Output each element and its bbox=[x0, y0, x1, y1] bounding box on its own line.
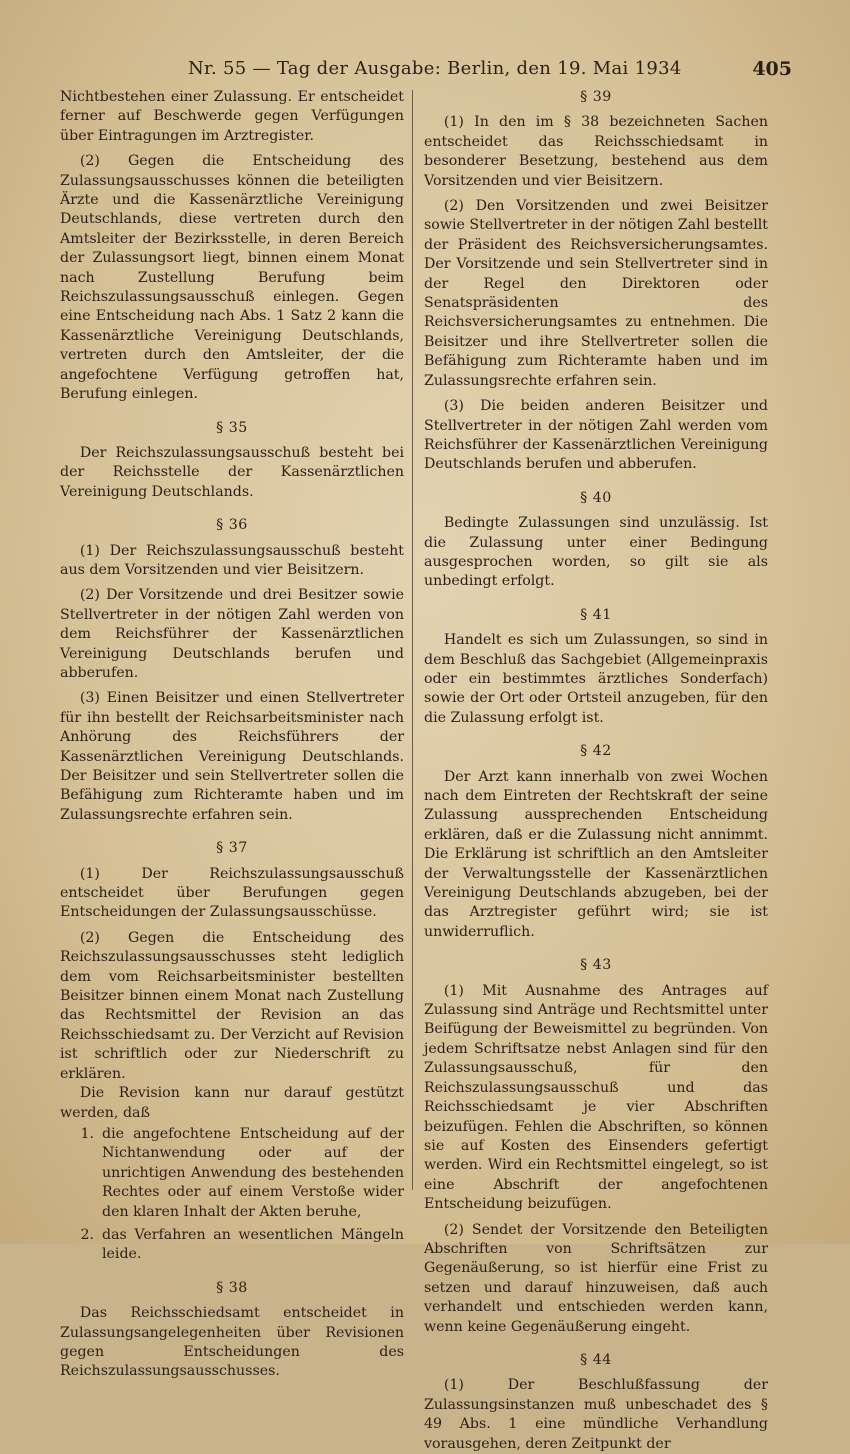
paragraph-41: Handelt es sich um Zulassungen, so sind in dem Beschluß das Sachgebiet (Allgemeinpraxis oder ein bestimmtes ärztliches Sonderfach) sowie der Ort oder Ortsteil anzugeben, für den die Zulassung erfolgt ist. bbox=[424, 632, 768, 726]
paragraph-36-3: (3) Einen Beisitzer und einen Stellvertreter für ihn bestellt der Reichsarbeitsminister nach Anhörung des Reichsführers der Kassenärztlichen Vereinigung Deutschlands. Der Beisitzer und sein Stellvertreter sollen die Befähigung zum Richteramte haben und im Zulassungsrechte erfahren sein. bbox=[60, 690, 404, 823]
section-heading-36: § 36 bbox=[216, 517, 248, 534]
list-item bbox=[60, 1125, 404, 1222]
paragraph-34-1-continued: Nichtbestehen einer Zulassung. Er entscheidet ferner auf Beschwerde gegen Verfügungen über Eintragungen im Arztregister. bbox=[60, 89, 404, 144]
section-heading-38: § 38 bbox=[216, 1279, 248, 1296]
list-item-number: 2. bbox=[80, 1226, 94, 1243]
revision-grounds-list bbox=[60, 1125, 404, 1265]
section-heading-42: § 42 bbox=[580, 743, 612, 760]
list-item-text: das Verfahren an wesentlichen Mängeln leide. bbox=[102, 1226, 404, 1263]
paragraph-37-3: Die Revision kann nur darauf gestützt werden, daß bbox=[60, 1085, 404, 1121]
section-heading-37: § 37 bbox=[216, 840, 248, 857]
paragraph-43-1: (1) Mit Ausnahme des Antrages auf Zulassung sind Anträge und Rechtsmittel unter Beifügung der Beweismittel zu begründen. Von jedem Schriftsatze nebst Anlagen sind für den Zulassungsausschuß, für den Reichszulassungsausschuß und das Reichsschiedsamt je vier Abschriften beizufügen. Fehlen die Abschriften, so können sie auf Kosten des Einsenders gefertigt werden. Wird ein Rechtsmittel eingelegt, so ist eine Abschrift der angefochtenen Entscheidung beizufügen. bbox=[424, 982, 768, 1213]
paragraph-37-1: (1) Der Reichszulassungsausschuß entscheidet über Berufungen gegen Entscheidungen der Zulassungsausschüsse. bbox=[60, 865, 404, 921]
section-heading-40: § 40 bbox=[580, 489, 612, 506]
section-heading-35: § 35 bbox=[216, 419, 248, 436]
paragraph-38: Das Reichsschiedsamt entscheidet in Zulassungsangelegenheiten über Revisionen gegen Entscheidungen des Reichszulassungsausschusses. bbox=[60, 1305, 404, 1380]
paragraph-37-2: (2) Gegen die Entscheidung des Reichszulassungsausschusses steht lediglich dem vom Reichsarbeitsminister bestellten Beisitzer binnen einem Monat nach Zustellung das Rechtsmittel der Revision an das Reichsschiedsamt zu. Der Verzicht auf Revision ist schriftlich oder zur Niederschrift zu erklären. bbox=[60, 929, 404, 1082]
paragraph-44-1: (1) Der Beschlußfassung der Zulassungsinstanzen muß unbeschadet des § 49 Abs. 1 eine mündliche Verhandlung vorausgehen, deren Zeitpunkt der bbox=[424, 1377, 768, 1452]
right-column bbox=[424, 88, 768, 1454]
paragraph-43-2: (2) Sendet der Vorsitzende den Beteiligten Abschriften von Schriftsätzen zur Gegenäußerung, so ist hierfür eine Frist zu setzen und darauf hinzuweisen, daß auch verhandelt und entschieden werden kann, wenn keine Gegenäußerung eingeht. bbox=[424, 1221, 768, 1335]
column-divider bbox=[412, 90, 413, 1190]
section-heading-41: § 41 bbox=[580, 606, 612, 623]
list-item-text: die angefochtene Entscheidung auf der Nichtanwendung oder auf der unrichtigen Anwendung des bestehenden Rechtes oder auf einem Verstoße wider den klaren Inhalt der Akten beruhe, bbox=[102, 1125, 404, 1220]
paragraph-36-2: (2) Der Vorsitzende und drei Besitzer sowie Stellvertreter in der nötigen Zahl werden von dem Reichsführer der Kassenärztlichen Vereinigung Deutschlands berufen und abberufen. bbox=[60, 587, 404, 681]
header-title: Nr. 55 — Tag der Ausgabe: Berlin, den 19. Mai 1934 bbox=[188, 58, 682, 79]
section-heading-43: § 43 bbox=[580, 957, 612, 974]
paragraph-40: Bedingte Zulassungen sind unzulässig. Ist die Zulassung unter einer Bedingung ausgesprochen worden, so gilt sie als unbedingt erfolgt. bbox=[424, 515, 768, 590]
paragraph-39-3: (3) Die beiden anderen Beisitzer und Stellvertreter in der nötigen Zahl werden vom Reichsführer der Kassenärztlichen Vereinigung Deutschlands berufen und abberufen. bbox=[424, 398, 768, 473]
list-item-number: 1. bbox=[80, 1125, 94, 1142]
left-column bbox=[60, 88, 404, 1382]
paragraph-42: Der Arzt kann innerhalb von zwei Wochen nach dem Eintreten der Rechtskraft der seine Zulassung aussprechenden Entscheidung erklären, daß er die Zulassung nicht annimmt. Die Erklärung ist schriftlich an den Amtsleiter der Verwaltungsstelle der Kassenärztlichen Vereinigung Deutschlands abzugeben, bei der das Arztregister geführt wird; sie ist unwiderruflich. bbox=[424, 768, 768, 940]
list-item bbox=[60, 1226, 404, 1265]
paragraph-34-2: (2) Gegen die Entscheidung des Zulassungsausschusses können die beteiligten Ärzte und die Kassenärztliche Vereinigung Deutschlands, diese vertreten durch den Amtsleiter der Bezirksstelle, in deren Bereich der Zulassungsort liegt, binnen einem Monat nach Zustellung Berufung beim Reichszulassungsausschuß einlegen. Gegen eine Entscheidung nach Abs. 1 Satz 2 kann die Kassenärztliche Vereinigung Deutschlands, vertreten durch den Amtsleiter, der die angefochtene Verfügung getroffen hat, Berufung einlegen. bbox=[60, 153, 404, 403]
paragraph-39-2: (2) Den Vorsitzenden und zwei Beisitzer sowie Stellvertreter in der nötigen Zahl bestellt der Präsident des Reichsversicherungsamtes. Der Vorsitzende und sein Stellvertreter sind in der Regel den Direktoren oder Senatspräsidenten des Reichsversicherungsamtes zu entnehmen. Die Beisitzer und ihre Stellvertreter sollen die Befähigung zum Richteramte haben und im Zulassungsrechte erfahren sein. bbox=[424, 198, 768, 389]
paragraph-35: Der Reichszulassungsausschuß besteht bei der Reichsstelle der Kassenärztlichen Vereinigung Deutschlands. bbox=[60, 444, 404, 500]
page-number: 405 bbox=[752, 58, 792, 80]
page-header bbox=[60, 54, 792, 84]
section-heading-44: § 44 bbox=[580, 1351, 612, 1368]
paragraph-36-1: (1) Der Reichszulassungsausschuß besteht aus dem Vorsitzenden und vier Beisitzern. bbox=[60, 542, 404, 578]
section-heading-39: § 39 bbox=[580, 89, 612, 105]
paragraph-39-1: (1) In den im § 38 bezeichneten Sachen entscheidet das Reichsschiedsamt in besonderer Besetzung, bestehend aus dem Vorsitzenden und vier Beisitzern. bbox=[424, 114, 768, 189]
